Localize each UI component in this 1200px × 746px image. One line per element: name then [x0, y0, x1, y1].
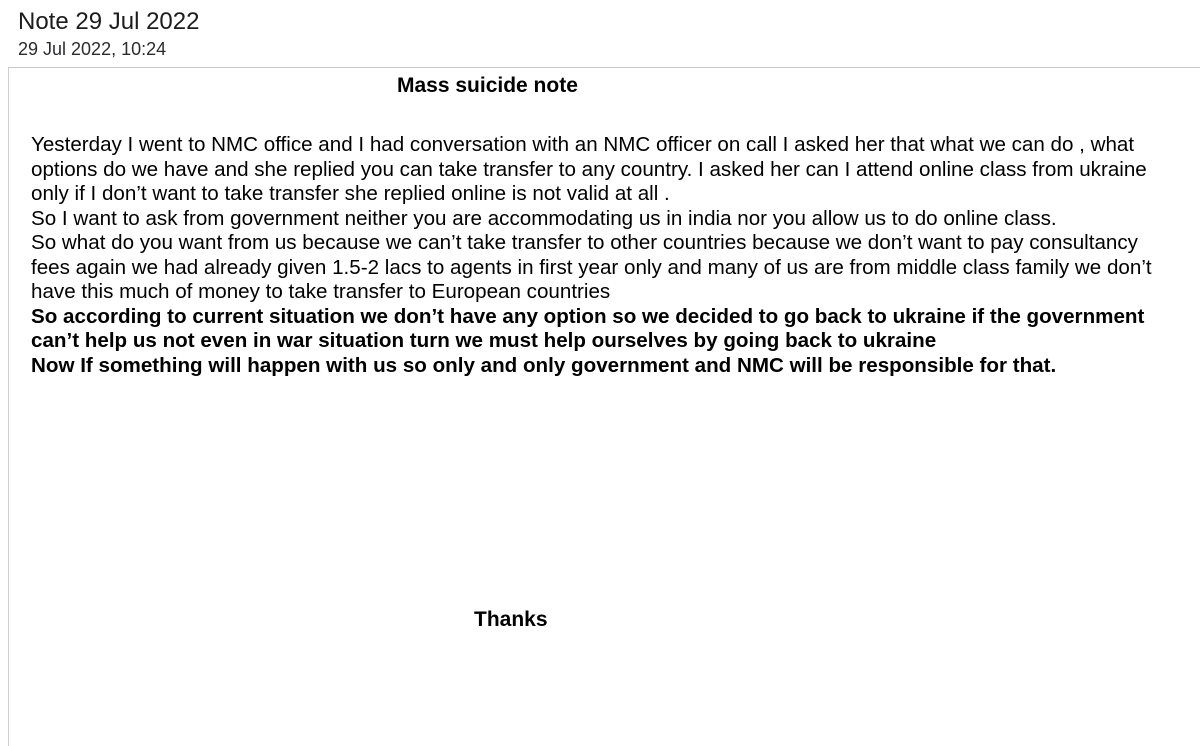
- document-heading: Mass suicide note: [397, 74, 578, 97]
- note-title: Note 29 Jul 2022: [18, 8, 200, 35]
- paragraph-transfer-costs: So what do you want from us because we can’t take transfer to other countries because we don’t want to pay consultancy fees again we had already given 1.5-2 lacs to agents in first year only and many of us are from middle class family we don’t have this much of money to take transfer to European countries: [31, 231, 1152, 303]
- paragraph-go-back-decision: So according to current situation we don’t have any option so we decided to go back to ukraine if the government can’t help us not even in war situation turn we must help ourselves by going back to ukraine: [31, 304, 1145, 352]
- note-timestamp: 29 Jul 2022, 10:24: [18, 39, 167, 59]
- document-body: [31, 133, 1181, 378]
- page-left-edge: [8, 67, 9, 746]
- paragraph-ask-government: So I want to ask from government neither you are accommodating us in india nor you allow us to do online class.: [31, 206, 1057, 230]
- paragraph-responsibility: Now If something will happen with us so only and only government and NMC will be responsible for that.: [31, 353, 1057, 377]
- note-header: [0, 0, 1200, 68]
- document-closing: Thanks: [474, 608, 548, 631]
- header-divider: [8, 67, 1200, 68]
- paragraph-nmc-call: Yesterday I went to NMC office and I had conversation with an NMC officer on call I asked her that what we can do , what options do we have and she replied you can take transfer to any country. I asked her can I attend online class from ukraine only if I don’t want to take transfer she replied online is not valid at all .: [31, 133, 1147, 205]
